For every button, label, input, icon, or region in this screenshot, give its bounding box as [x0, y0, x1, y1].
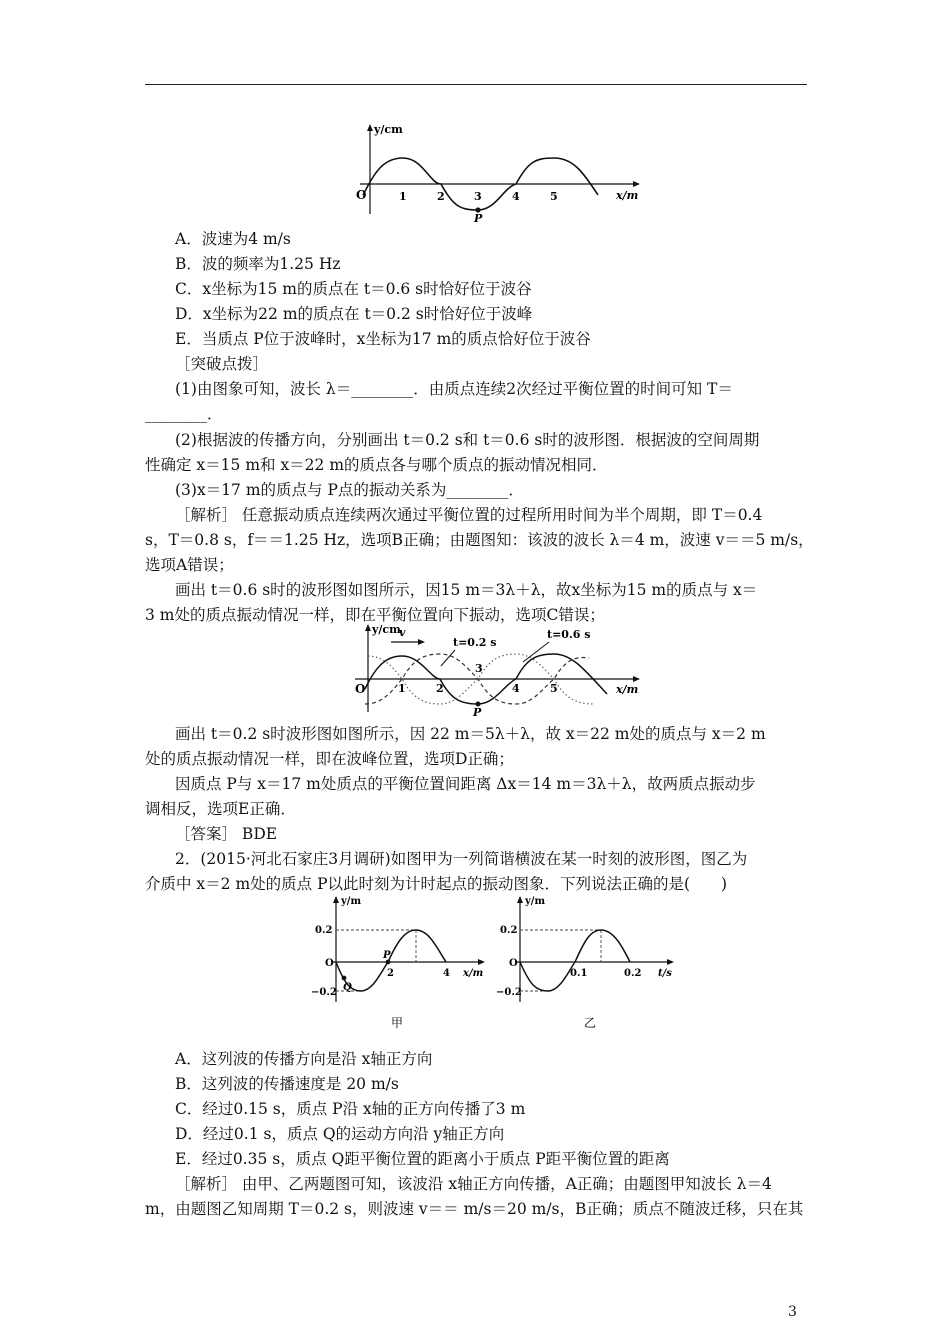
option-a-1: A．波速为4 m/s	[175, 230, 291, 248]
fig1-p-label: P	[474, 212, 483, 225]
fig3a-y-pos: 0.2	[315, 925, 333, 936]
option-a-2: A．这列波的传播方向是沿 x轴正方向	[175, 1050, 433, 1068]
hint-1: (1)由图象可知，波长 λ＝________．由质点连续2次经过平衡位置的时间可知 T＝	[175, 380, 733, 398]
analysis-1-cont: s，T＝0.8 s，f＝＝1.25 Hz，选项B正确；由题图知：该波的波长 λ＝4 m，波速 v＝＝5 m/s，	[145, 531, 814, 549]
fig1-tick-1: 1	[399, 190, 407, 203]
analysis-2-cont: 3 m处的质点振动情况一样，即在平衡位置向下振动，选项C错误；	[145, 606, 605, 624]
option-e-1: E．当质点 P位于波峰时，x坐标为17 m的质点恰好位于波谷	[175, 330, 591, 348]
fig1-xlabel: x/m	[616, 189, 639, 202]
fig2-tick-4: 4	[512, 682, 520, 695]
fig3b-tick-02: 0.2	[624, 968, 642, 979]
fig3b-wave	[520, 930, 630, 991]
hint-3: (3)x＝17 m的质点与 P点的振动关系为________．	[175, 481, 524, 499]
fig3a-origin: O	[325, 958, 334, 969]
header-rule	[145, 84, 807, 85]
fig3a-tick-4: 4	[443, 968, 450, 979]
option-e-2: E．经过0.35 s，质点 Q距平衡位置的距离小于质点 P距平衡位置的距离	[175, 1150, 670, 1168]
fig2-p-label: P	[473, 706, 482, 719]
question-2: 2．(2015·河北石家庄3月调研)如图甲为一列简谐横波在某一时刻的波形图，图乙为	[175, 850, 748, 868]
analysis-5: ［解析］ 由甲、乙两题图可知，该波沿 x轴正方向传播，A正确；由题图甲知波长 λ＝4	[175, 1175, 772, 1193]
fig3b-ylabel: y/m	[525, 896, 546, 907]
fig3a-p-label: P	[383, 950, 391, 961]
fig3b-y-neg: −0.2	[496, 987, 522, 998]
fig3a-q-label: Q	[343, 982, 352, 993]
option-d-1: D．x坐标为22 m的质点在 t＝0.2 s时恰好位于波峰	[175, 305, 533, 323]
hint-1-cont: ________．	[145, 405, 223, 423]
fig3a-caption: 甲	[391, 1016, 404, 1030]
fig2-xlabel: x/m	[616, 683, 639, 696]
analysis-2: 画出 t＝0.6 s时的波形图如图所示，因15 m＝3λ＋λ，故x坐标为15 m的质点与 x＝	[175, 581, 758, 599]
wave-figure-3b	[490, 890, 690, 1030]
fig2-v-label: v	[399, 626, 406, 639]
fig3b-xlabel: t/s	[658, 968, 672, 979]
fig1-ylabel: y/cm	[374, 123, 403, 136]
fig3a-y-neg: −0.2	[311, 987, 337, 998]
fig2-label-t02: t=0.2 s	[453, 636, 497, 649]
fig1-tick-3: 3	[474, 190, 482, 203]
option-c-1: C．x坐标为15 m的质点在 t＝0.6 s时恰好位于波谷	[175, 280, 532, 298]
fig3a-wave	[336, 930, 446, 991]
analysis-4: 因质点 P与 x＝17 m处质点的平衡位置间距离 Δx＝14 m＝3λ＋λ，故两质点振动步	[175, 775, 756, 793]
fig2-label-t06: t=0.6 s	[547, 628, 591, 641]
fig2-origin: O	[355, 682, 366, 696]
fig2-tick-5: 5	[550, 682, 558, 695]
fig1-tick-4: 4	[512, 190, 520, 203]
option-b-1: B．波的频率为1.25 Hz	[175, 255, 341, 273]
fig2-ylabel: y/cm	[372, 623, 401, 636]
option-c-2: C．经过0.15 s，质点 P沿 x轴的正方向传播了3 m	[175, 1100, 526, 1118]
analysis-5-cont: m，由题图乙知周期 T＝0.2 s，则波速 v＝＝ m/s＝20 m/s，B正确；质点不随波迁移，只在其	[145, 1200, 804, 1218]
analysis-3: 画出 t＝0.2 s时波形图如图所示，因 22 m＝5λ＋λ，故 x＝22 m处的质点与 x＝2 m	[175, 725, 766, 743]
fig3b-y-pos: 0.2	[500, 925, 518, 936]
fig3a-point-q	[342, 976, 347, 981]
fig3b-tick-01: 0.1	[570, 968, 588, 979]
option-b-2: B．这列波的传播速度是 20 m/s	[175, 1075, 399, 1093]
wave-figure-3a	[303, 890, 493, 1030]
fig3b-origin: O	[509, 958, 518, 969]
hint-heading: ［突破点拨］	[175, 355, 269, 373]
hint-2: (2)根据波的传播方向，分别画出 t＝0.2 s和 t＝0.6 s时的波形图．根据波的空间周期	[175, 431, 760, 449]
fig2-tick-2: 2	[436, 682, 444, 695]
answer-1: ［答案］ BDE	[175, 825, 278, 843]
fig2-tick-3: 3	[475, 662, 483, 675]
fig1-origin: O	[356, 188, 367, 202]
option-d-2: D．经过0.1 s，质点 Q的运动方向沿 y轴正方向	[175, 1125, 505, 1143]
fig1-tick-5: 5	[550, 190, 558, 203]
question-2-cont: 介质中 x＝2 m处的质点 P以此时刻为计时起点的振动图象．下列说法正确的是( )	[145, 875, 728, 893]
fig1-tick-2: 2	[437, 190, 445, 203]
analysis-1-cont2: 选项A错误；	[145, 556, 234, 574]
fig3a-ylabel: y/m	[341, 896, 362, 907]
wave-figure-1	[350, 122, 650, 225]
analysis-3-cont: 处的质点振动情况一样，即在波峰位置，选项D正确；	[145, 750, 514, 768]
wave-figure-2	[345, 622, 645, 722]
fig3a-xlabel: x/m	[463, 968, 484, 979]
fig2-tick-1: 1	[398, 682, 406, 695]
hint-2-cont: 性确定 x＝15 m和 x＝22 m的质点各与哪个质点的振动情况相同．	[145, 456, 608, 474]
analysis-1: ［解析］ 任意振动质点连续两次通过平衡位置的过程所用时间为半个周期，即 T＝0.4	[175, 506, 763, 524]
fig3a-tick-2: 2	[387, 968, 394, 979]
fig3b-caption: 乙	[584, 1016, 597, 1030]
analysis-4-cont: 调相反，选项E正确．	[145, 800, 296, 818]
page-number: 3	[788, 1304, 797, 1320]
